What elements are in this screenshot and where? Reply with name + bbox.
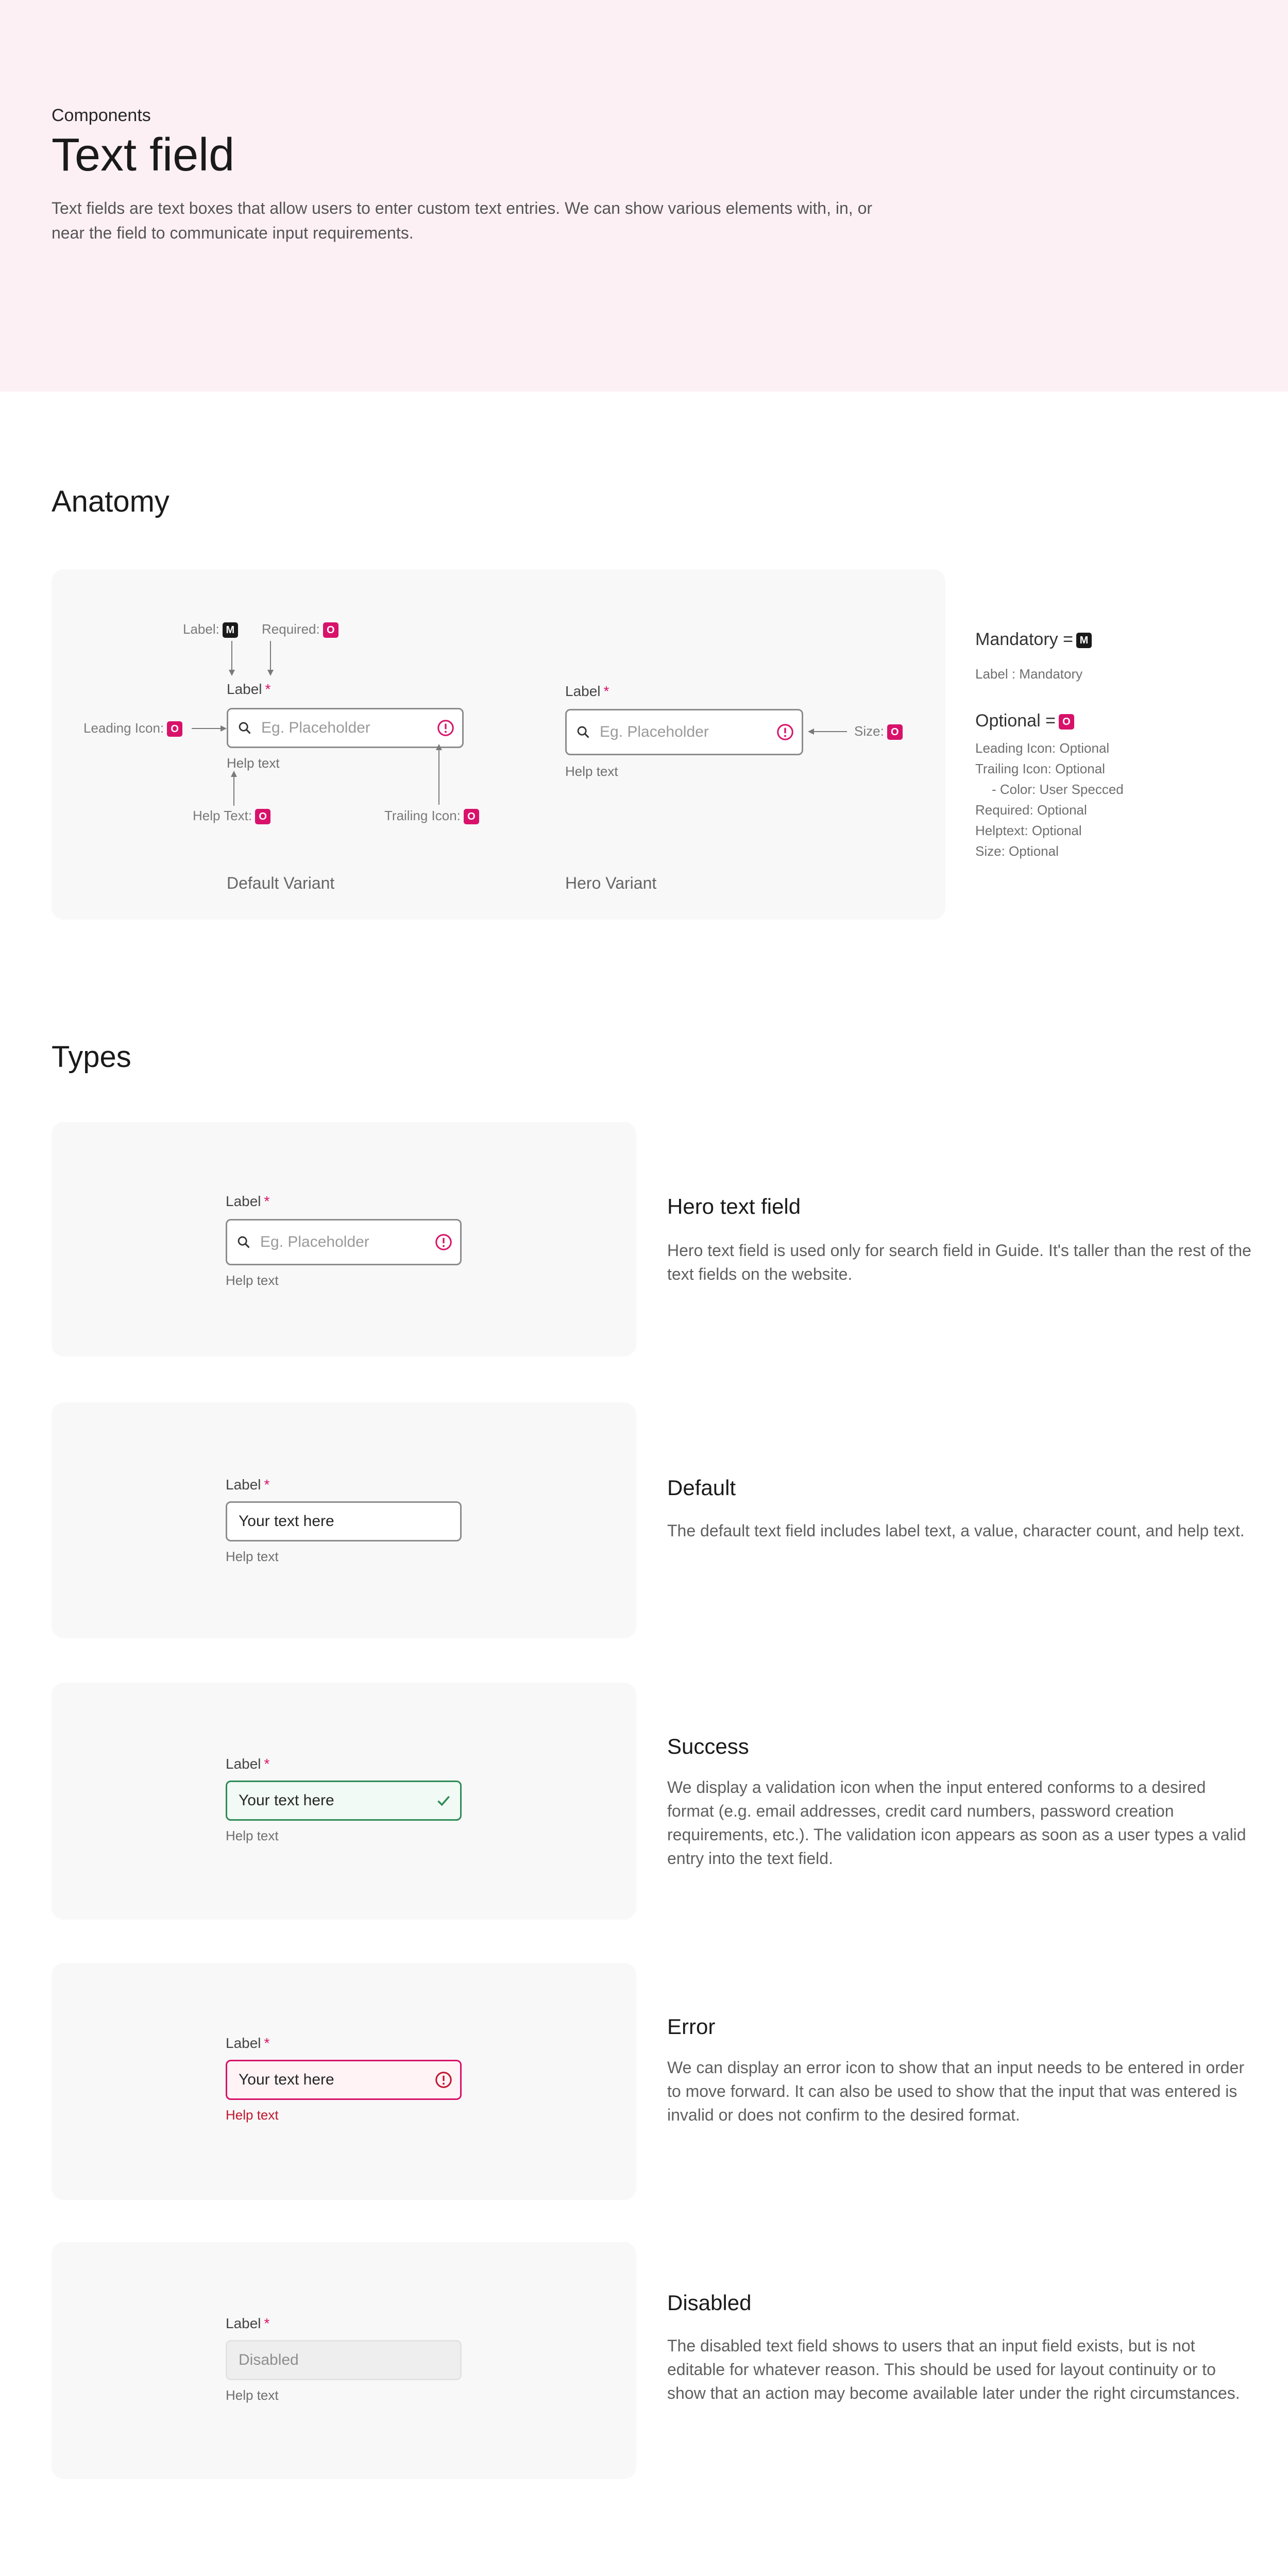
default-variant-caption: Default Variant [227,874,335,892]
types-heading: Types [52,1040,131,1074]
error-icon [427,2071,460,2089]
anatomy-hero-help: Help text [565,764,618,779]
type-success-help: Help text [226,1828,279,1843]
type-success-value: Your text here [239,1792,334,1809]
search-icon [228,721,261,735]
type-default-desc: The default text field includes label text, a value, character count, and help text. [667,1521,1245,1540]
anatomy-placeholder: Eg. Placeholder [261,719,370,736]
type-default-title: Default [667,1476,736,1500]
type-hero-title: Hero text field [667,1194,801,1218]
info-icon [769,723,802,741]
annotation-arrow-help [229,771,239,807]
check-icon [427,1792,460,1809]
type-default-label: Label * [226,1477,270,1493]
annotation-leading-icon: Leading Icon: O [83,720,182,737]
type-hero-help: Help text [226,1273,279,1288]
type-error-value: Your text here [239,2071,334,2088]
type-disabled-field [226,2340,462,2380]
optional-title: Optional = O [975,711,1074,731]
type-error-help: Help text [226,2107,279,2123]
optional-item: Leading Icon: Optional [975,740,1110,756]
anatomy-hero-label: Label * [565,683,609,699]
optional-item: Size: Optional [975,843,1059,859]
type-hero-placeholder: Eg. Placeholder [260,1233,369,1250]
type-hero-desc: Hero text field is used only for search field in Guide. It's taller than the rest of the text fields on the website. [667,1241,1251,1283]
type-default-value: Your text here [239,1513,334,1530]
annotation-arrow-size [807,726,848,737]
annotation-label: Label: M [183,621,238,638]
type-success-desc: We display a validation icon when the input entered conforms to a desired format (e.g. email addresses, credit card numbers, password creation requirements, etc.). The validation icon appears as soon as a user types a valid entry into the text field. [667,1778,1246,1868]
type-success-field[interactable] [226,1781,462,1821]
hero-variant-caption: Hero Variant [565,874,657,892]
type-success-title: Success [667,1734,749,1758]
type-hero-field[interactable] [226,1219,462,1265]
optional-item: - Color: User Specced [992,782,1124,797]
anatomy-help-text: Help text [227,755,280,771]
type-disabled-help: Help text [226,2387,279,2403]
type-error-desc: We can display an error icon to show that an input needs to be entered in order to move forward. It can also be used to show that the input that was entered is invalid or does not confirm to the desired format. [667,2058,1245,2124]
optional-item: Helptext: Optional [975,823,1082,838]
type-error-title: Error [667,2014,716,2039]
anatomy-default-field[interactable] [227,708,464,748]
anatomy-hero-placeholder: Eg. Placeholder [600,723,709,740]
type-default-help: Help text [226,1549,279,1564]
type-default-field[interactable] [226,1501,462,1541]
mandatory-item: Label : Mandatory [975,666,1083,682]
type-disabled-desc: The disabled text field shows to users that an input field exists, but is not editable for whatever reason. This should be used for layout continuity or to show that an action may become available later under the right circumstances. [667,2336,1240,2402]
optional-item: Trailing Icon: Optional [975,761,1105,776]
info-icon [429,719,462,737]
search-icon [567,725,600,739]
search-icon [227,1235,260,1249]
breadcrumb[interactable]: Components [52,106,151,125]
type-hero-label: Label * [226,1193,270,1209]
annotation-arrows-top [226,641,293,677]
mandatory-title: Mandatory = M [975,630,1092,650]
type-success-label: Label * [226,1756,270,1772]
page-intro: Text fields are text boxes that allow users to enter custom text entries. We can show various elements with, in, or near the field to communicate input requirements. [52,199,873,242]
annotation-arrow-trailing [434,744,444,806]
type-disabled-title: Disabled [667,2291,752,2315]
type-disabled-value: Disabled [239,2351,299,2368]
annotation-help-text: Help Text: O [193,808,270,824]
annotation-required: Required: O [262,621,338,638]
type-error-label: Label * [226,2035,270,2051]
page-title: Text field [52,129,235,181]
annotation-size: Size: O [854,723,903,740]
annotation-trailing-icon: Trailing Icon: O [384,808,479,824]
anatomy-hero-field[interactable] [565,709,803,755]
anatomy-heading: Anatomy [52,485,170,518]
annotation-arrow-leading [192,723,228,734]
anatomy-field-label: Label * [227,681,271,697]
type-disabled-label: Label * [226,2315,270,2331]
optional-item: Required: Optional [975,802,1087,818]
type-error-field[interactable] [226,2060,462,2100]
info-icon [427,1233,460,1251]
